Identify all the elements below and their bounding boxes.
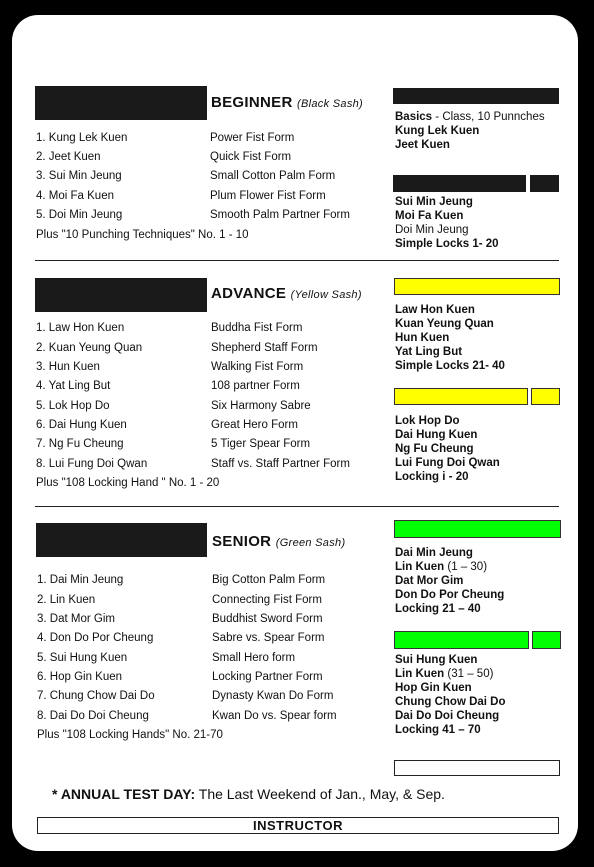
list-item-form: Locking Partner Form [212,671,323,683]
list-item-name: 2. Kuan Yeung Quan [36,342,143,354]
right-text: Locking 21 – 40 [395,603,481,615]
senior-title-text: SENIOR [212,533,272,550]
list-item-form: Kwan Do vs. Spear form [212,710,337,722]
beginner-plus-note: Plus "10 Punching Techniques" No. 1 - 10 [36,229,249,241]
list-item-name: 5. Sui Hung Kuen [37,652,128,664]
advance-title-text: ADVANCE [211,285,287,302]
list-item-form: Connecting Fist Form [212,594,322,606]
right-text: Law Hon Kuen [395,304,475,316]
right-text: Moi Fa Kuen [395,210,464,222]
right-text: Kung Lek Kuen [395,125,480,137]
list-item-name: 6. Hop Gin Kuen [37,671,123,683]
annual-test-day [52,786,445,802]
list-item-form: Quick Fist Form [210,151,292,163]
list-item-form: 108 partner Form [211,380,300,392]
list-item-form: Power Fist Form [210,132,295,144]
list-item-form: Smooth Palm Partner Form [210,209,350,221]
beginner-sash: (Black Sash) [297,98,363,110]
right-text: Ng Fu Cheung [395,443,474,455]
list-item-name: 8. Dai Do Doi Cheung [37,710,149,722]
list-item-name: 3. Hun Kuen [36,361,100,373]
list-item-name: 6. Dai Hung Kuen [36,419,127,431]
right-text: Kuan Yeung Quan [395,318,494,330]
black-sash-bar [393,88,559,104]
list-item-name: 3. Dat Mor Gim [37,613,115,625]
section-divider [35,506,559,507]
beginner-title [211,94,363,111]
list-item-form: Shepherd Staff Form [211,342,318,354]
list-item-name: 1. Law Hon Kuen [36,322,125,334]
list-item-name: 8. Lui Fung Doi Qwan [36,458,148,470]
basics-line: Basics - Class, 10 Punnches [395,111,545,123]
list-item-form: Buddha Fist Form [211,322,303,334]
list-item-form: Sabre vs. Spear Form [212,632,325,644]
list-item-name: 3. Sui Min Jeung [36,170,122,182]
list-item-form: Small Cotton Palm Form [210,170,336,182]
right-text-lin-kuen: Lin Kuen (31 – 50) [395,668,494,680]
yellow-sash-bar-small [531,388,560,405]
right-text: Simple Locks 21- 40 [395,360,505,372]
yellow-sash-bar [394,278,560,295]
right-text: Lok Hop Do [395,415,460,427]
list-item-form: 5 Tiger Spear Form [211,438,311,450]
list-item-form: Walking Fist Form [211,361,304,373]
list-item-form: Dynasty Kwan Do Form [212,690,334,702]
advance-sash: (Yellow Sash) [290,289,362,301]
list-item-form: Plum Flower Fist Form [210,190,326,202]
green-sash-bar [394,631,529,649]
right-text: Don Do Por Cheung [395,589,505,601]
right-text: Hop Gin Kuen [395,682,472,694]
right-text: Sui Hung Kuen [395,654,478,666]
right-text: Hun Kuen [395,332,450,344]
black-sash-bar-small [530,175,559,192]
blank-box [394,760,560,776]
senior-header-bar [36,523,207,557]
beginner-title-text: BEGINNER [211,94,293,111]
right-text: Locking 41 – 70 [395,724,481,736]
list-item-name: 5. Lok Hop Do [36,400,110,412]
list-item-name: 7. Chung Chow Dai Do [37,690,155,702]
advance-header-bar [35,278,207,312]
right-text: Jeet Kuen [395,139,450,151]
advance-title [211,285,362,302]
list-item-name: 1. Kung Lek Kuen [36,132,128,144]
list-item-form: Big Cotton Palm Form [212,574,326,586]
right-text: Dai Hung Kuen [395,429,478,441]
list-item-name: 5. Doi Min Jeung [36,209,123,221]
senior-plus-note: Plus "108 Locking Hands" No. 21-70 [37,729,223,741]
list-item-name: 4. Moi Fa Kuen [36,190,114,202]
list-item-form: Six Harmony Sabre [211,400,311,412]
green-sash-bar-small [532,631,561,649]
right-text: Lui Fung Doi Qwan [395,457,500,469]
right-text: Dat Mor Gim [395,575,464,587]
right-text: Locking i - 20 [395,471,469,483]
right-text: Doi Min Jeung [395,224,469,236]
black-sash-bar [393,175,526,192]
right-text: Dai Do Doi Cheung [395,710,500,722]
list-item-form: Staff vs. Staff Partner Form [211,458,350,470]
right-text: Dai Min Jeung [395,547,473,559]
list-item-form: Buddhist Sword Form [212,613,323,625]
beginner-header-bar [35,86,207,120]
list-item-name: 4. Don Do Por Cheung [37,632,154,644]
list-item-name: 2. Lin Kuen [37,594,96,606]
annual-test-day-label: * ANNUAL TEST DAY: [52,786,196,802]
right-text-lin-kuen: Lin Kuen (1 – 30) [395,561,488,573]
list-item-form: Great Hero Form [211,419,298,431]
yellow-sash-bar [394,388,528,405]
instructor-box: INSTRUCTOR [37,817,559,834]
annual-test-day-text: The Last Weekend of Jan., May, & Sep. [195,786,445,802]
right-text: Yat Ling But [395,346,463,358]
list-item-name: 2. Jeet Kuen [36,151,101,163]
senior-sash: (Green Sash) [275,537,346,549]
green-sash-bar [394,520,561,538]
section-divider [35,260,559,261]
right-text: Simple Locks 1- 20 [395,238,499,250]
right-text: Sui Min Jeung [395,196,473,208]
list-item-name: 4. Yat Ling But [36,380,111,392]
list-item-name: 1. Dai Min Jeung [37,574,124,586]
advance-plus-note: Plus "108 Locking Hand " No. 1 - 20 [36,477,220,489]
list-item-name: 7. Ng Fu Cheung [36,438,124,450]
right-text: Chung Chow Dai Do [395,696,506,708]
list-item-form: Small Hero form [212,652,296,664]
senior-title [212,533,345,550]
